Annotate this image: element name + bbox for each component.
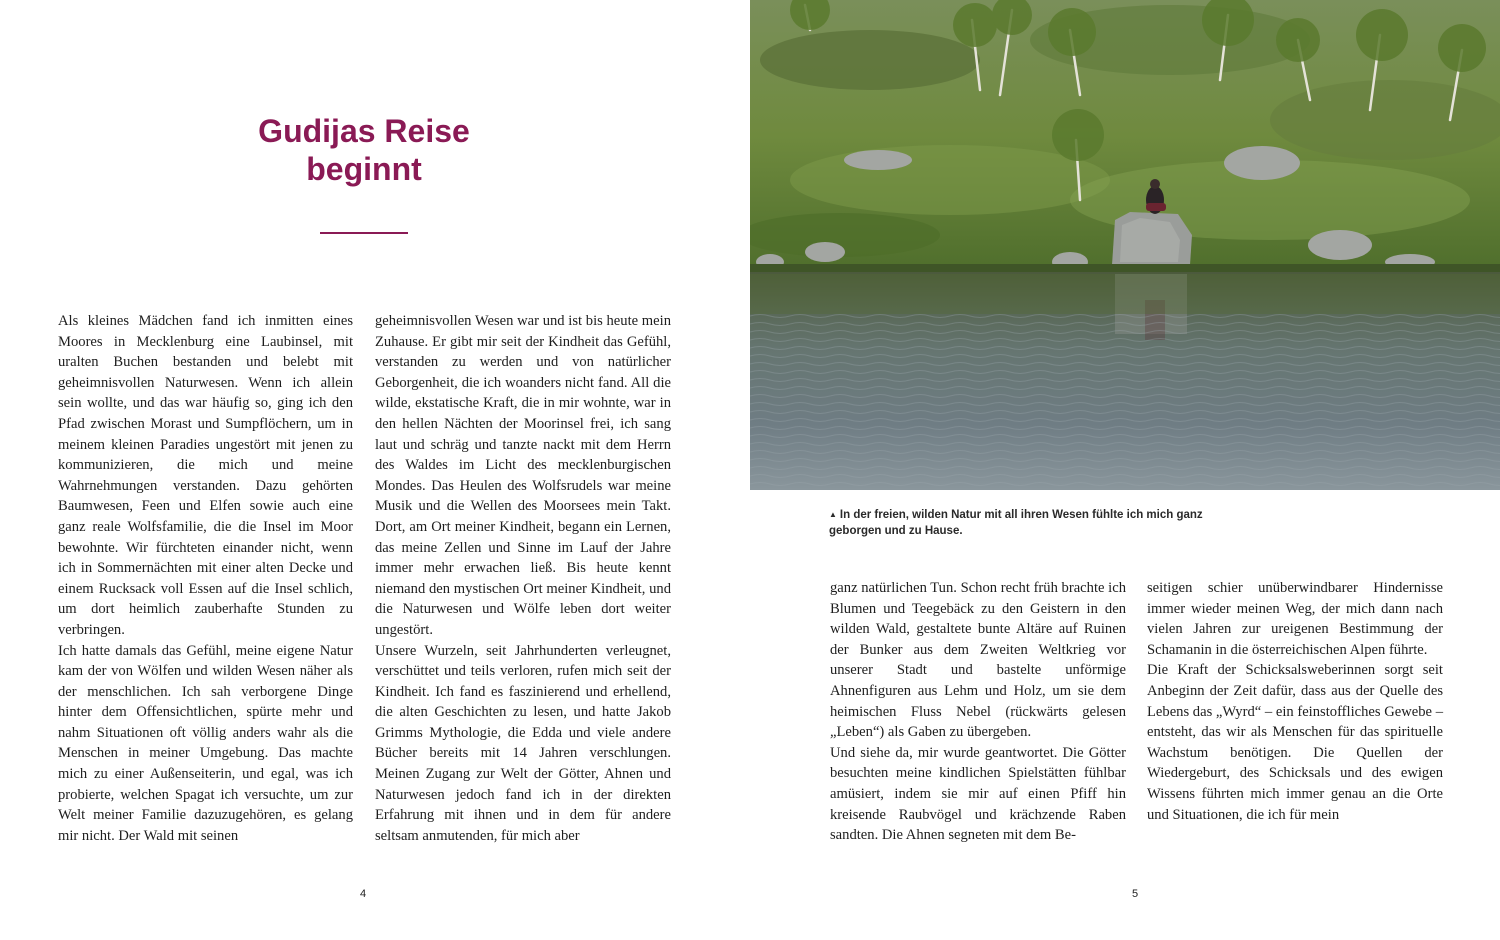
chapter-title [200,112,528,188]
paragraph: Als kleines Mädchen fand ich inmitten eines Moores in Mecklenburg eine Laubinsel, mit uralten Buchen bestanden und belebt mit geheimnisvollen Naturwesen. Wenn ich allein sein wollte, und das war häufig so, ging ich den Pfad zwischen Morast und Sumpflöchern, um in meinem kleinen Paradies ungestört mit jenen zu kommunizieren, die mich und meine Wahrnehmungen verstanden. Dazu gehörten Baumwesen, Feen und Elfen sowie auch eine ganz reale Wolfsfamilie, die die Insel im Moor bewohnte. Wir fürchteten einander nicht, wenn ich in Sommernächten mit einer alten Decke und einem Rucksack voll Essen auf die Insel schlich, um dort heimlich zauberhafte Stunden zu verbringen. [58,313,353,638]
caption-text: In der freien, wilden Natur mit all ihren Wesen fühlte ich mich ganz geborgen und zu Hause. [829,509,1203,537]
paragraph: Ich hatte damals das Gefühl, meine eigene Natur kam der von Wölfen und wilden Wesen näher als der menschlichen. Ich sah verborgene Dinge hinter dem Offensichtlichen, spürte mehr und nahm Situationen oft völlig anders wahr als die Menschen in meiner Umgebung. Das machte mich zu einer Außenseiterin, und egal, was ich probierte, welchen Spagat ich versuchte, um zur Welt meiner Familie dazuzugehören, es gelang mir nicht. Der Wald mit seinen [58,642,353,844]
lake-photo [750,0,1500,490]
photo-caption [829,507,1249,539]
paragraph: ganz natürlichen Tun. Schon recht früh brachte ich Blumen und Teegebäck zu den Geistern in den wilden Wald, gestaltete bunte Altäre auf Ruinen der Bunker aus dem Zweiten Weltkrieg vor unserer Stadt und bastelte unförmige Ahnenfiguren aus Lehm und Holz, um sie dem heimischen Fluss Nebel (rückwärts gelesen „Leben“) als Gaben zu übergeben. [830,580,1126,741]
lake-photo-illustration [750,0,1500,490]
title-divider [320,232,408,234]
left-column-2 [375,311,671,846]
right-column-1 [830,578,1126,846]
left-column-1 [58,311,353,846]
paragraph: geheimnisvollen Wesen war und ist bis heute mein Zuhause. Er gibt mir seit der Kindheit das Gefühl, verstanden zu werden und von natürlicher Geborgenheit, die ich woanders nicht fand. All die wilde, ekstatische Kraft, die in mir wohnte, war in den hellen Nächten der Moorinsel frei, ich sang laut und schräg und tanzte nackt mit dem Herrn des Waldes im Licht des mecklenburgischen Mondes. Das Heulen des Wolfsrudels war meine Musik und die Wellen des Moorsees mein Takt. Dort, am Ort meiner Kindheit, begann ein Lernen, das meine Zellen und Sinne im Lauf der Jahre immer mehr erwachen ließ. Bis heute kennt niemand den mystischen Ort meiner Kindheit, und die Naturwesen und Wölfe leben dort weiter ungestört. [375,313,671,638]
paragraph: seitigen schier unüberwindbarer Hindernisse immer wieder meinen Weg, der mich dann nach vielen Jahren zur ureigenen Bestimmung der Schamanin in die österreichischen Alpen führte. [1147,580,1443,658]
chapter-title-line2: beginnt [306,151,422,187]
paragraph: Die Kraft der Schicksalsweberinnen sorgt seit Anbeginn der Zeit dafür, dass aus der Quelle des Lebens das „Wyrd“ – ein feinstoffliches Gewebe – entsteht, das wir als Menschen für das spirituelle Wachstum benötigen. Die Quellen der Wiedergeburt, des Schicksals und des ewigen Wissens führten mich immer genau an die Orte und Situationen, die ich für mein [1147,662,1443,823]
caption-triangle-icon: ▲ [829,510,837,519]
page-number-right: 5 [1132,888,1139,900]
chapter-title-line1: Gudijas Reise [258,113,470,149]
page-number-left: 4 [360,888,367,900]
paragraph: Unsere Wurzeln, seit Jahrhunderten verleugnet, verschüttet und teils verloren, rufen mich seit der Kindheit. Ich fand es faszinierend und erhellend, die alten Geschichten zu lesen, und hatte Jakob Grimms Mythologie, die Edda und viele andere Bücher bereits mit 14 Jahren verschlungen. Meinen Zugang zur Welt der Götter, Ahnen und Naturwesen jedoch fand ich in der direkten Erfahrung mit ihnen und in dem für andere seltsam anmutenden, für mich aber [375,642,671,844]
paragraph: Und siehe da, mir wurde geantwortet. Die Götter besuchten meine kindlichen Spielstätten fühlbar amüsiert, indem sie mir auf einen Pfiff hin kreisende Raubvögel und krächzende Raben sandten. Die Ahnen segneten mit dem Be- [830,744,1126,844]
right-column-2 [1147,578,1443,825]
